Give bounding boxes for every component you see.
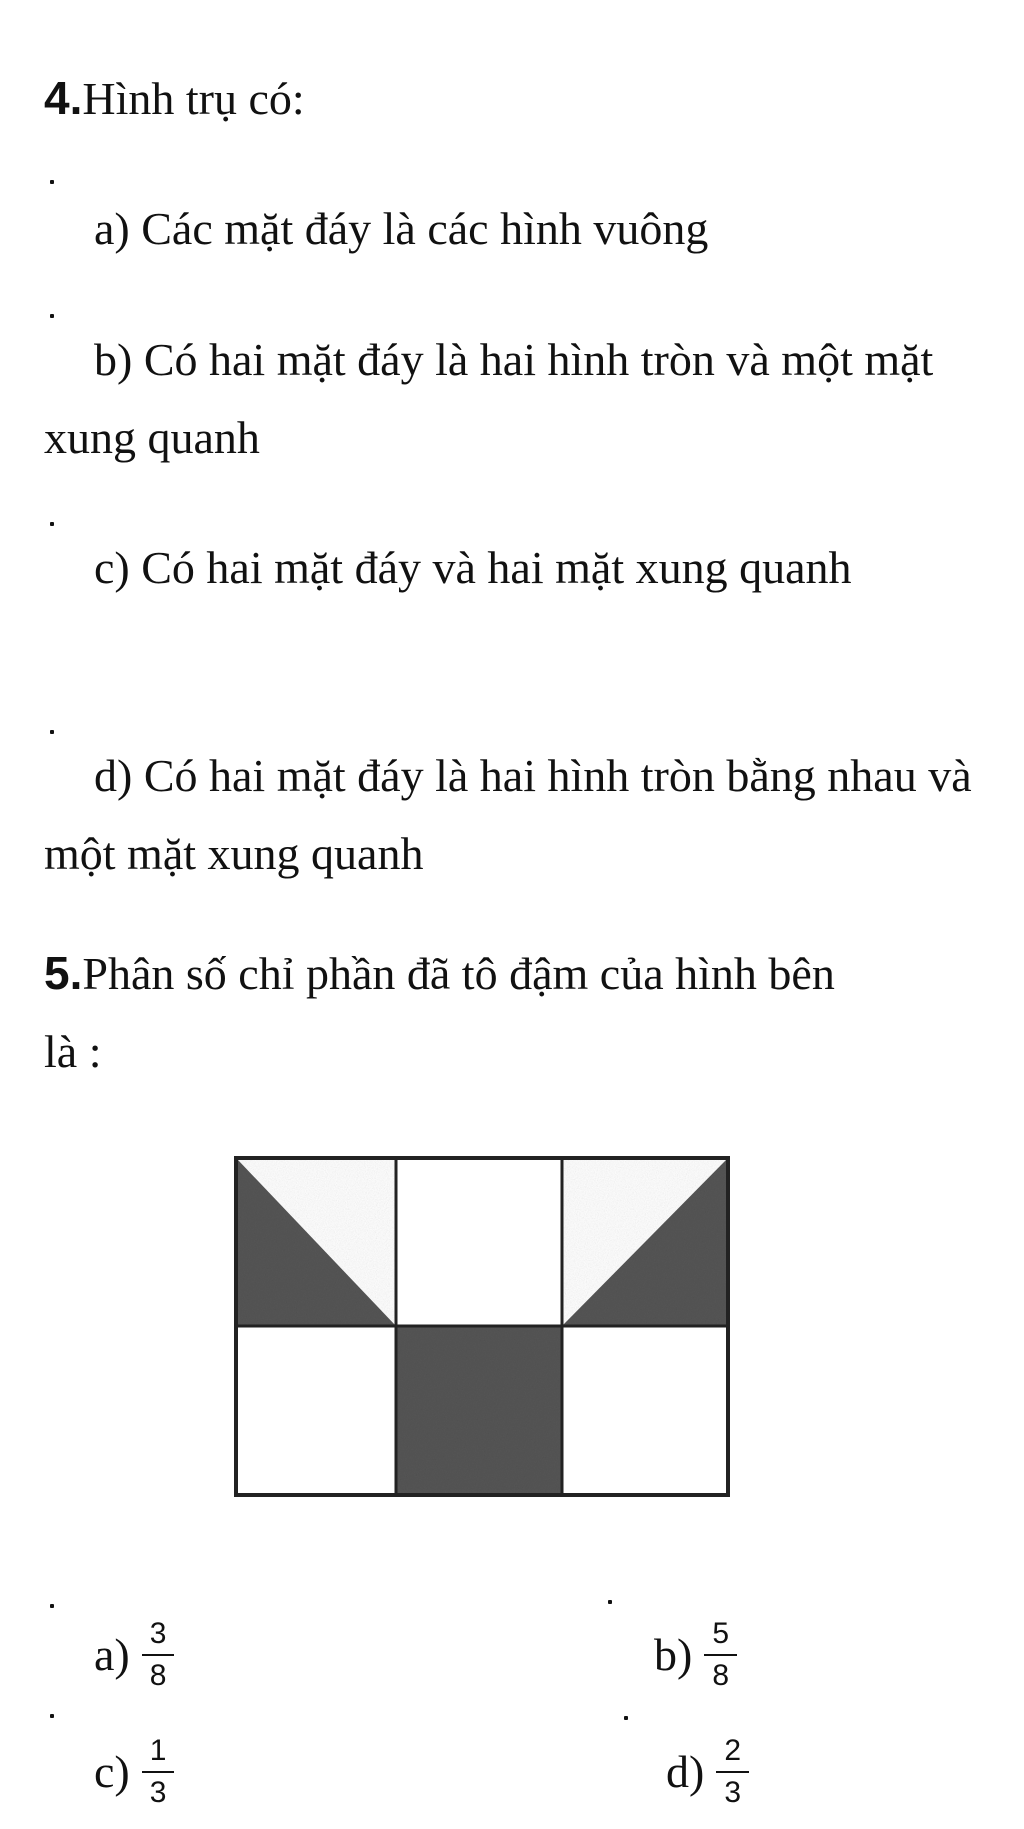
answer-c-fraction <box>142 1734 175 1810</box>
shaded-square-bottom-middle <box>396 1326 562 1493</box>
answer-a[interactable] <box>94 1617 174 1693</box>
answer-b-denominator: 8 <box>712 1659 730 1692</box>
option-a-text: a) Các mặt đáy là các hình vuông <box>94 203 709 254</box>
answer-a-letter: a) <box>94 1629 130 1680</box>
bullet-dot <box>50 180 54 184</box>
answer-c-denominator: 3 <box>149 1776 167 1809</box>
answer-c-numerator: 1 <box>142 1734 175 1773</box>
bullet-dot <box>624 1716 628 1720</box>
question-4-option-b[interactable] <box>44 321 994 477</box>
bullet-dot <box>50 730 54 734</box>
bullet-dot <box>608 1600 612 1604</box>
answer-d-numerator: 2 <box>716 1734 749 1773</box>
answer-c-letter: c) <box>94 1746 130 1797</box>
answer-c[interactable] <box>94 1734 174 1810</box>
option-c-text: c) Có hai mặt đáy và hai mặt xung quanh <box>94 542 852 593</box>
question-4-title <box>44 72 305 125</box>
bullet-dot <box>50 1604 54 1608</box>
answer-a-numerator: 3 <box>142 1617 175 1656</box>
answer-b-fraction <box>704 1617 737 1693</box>
answer-d-denominator: 3 <box>724 1776 742 1809</box>
question-4-option-c[interactable] <box>44 529 994 607</box>
bullet-dot <box>50 1714 54 1718</box>
question-4-number: 4. <box>44 72 83 124</box>
question-5-title <box>44 934 864 1091</box>
question-5-number: 5. <box>44 947 83 999</box>
option-d-text: d) Có hai mặt đáy là hai hình tròn bằng nhau và một mặt xung quanh <box>44 750 972 879</box>
answer-b-letter: b) <box>654 1629 693 1680</box>
option-b-text: b) Có hai mặt đáy là hai hình tròn và một mặt xung quanh <box>44 334 934 463</box>
answer-a-denominator: 8 <box>149 1659 167 1692</box>
question-5-text: Phân số chỉ phần đã tô đậm của hình bên là : <box>44 948 835 1077</box>
answer-b[interactable] <box>654 1617 737 1693</box>
question-4-option-a[interactable] <box>44 190 994 268</box>
answer-a-fraction <box>142 1617 175 1693</box>
bullet-dot <box>50 314 54 318</box>
question-4-option-d[interactable] <box>44 737 994 893</box>
bullet-dot <box>50 522 54 526</box>
question-4-text: Hình trụ có: <box>82 73 305 124</box>
answer-d-fraction <box>716 1734 749 1810</box>
shaded-grid-figure <box>232 1154 732 1499</box>
answer-d[interactable] <box>666 1734 749 1810</box>
answer-b-numerator: 5 <box>704 1617 737 1656</box>
answer-d-letter: d) <box>666 1746 705 1797</box>
